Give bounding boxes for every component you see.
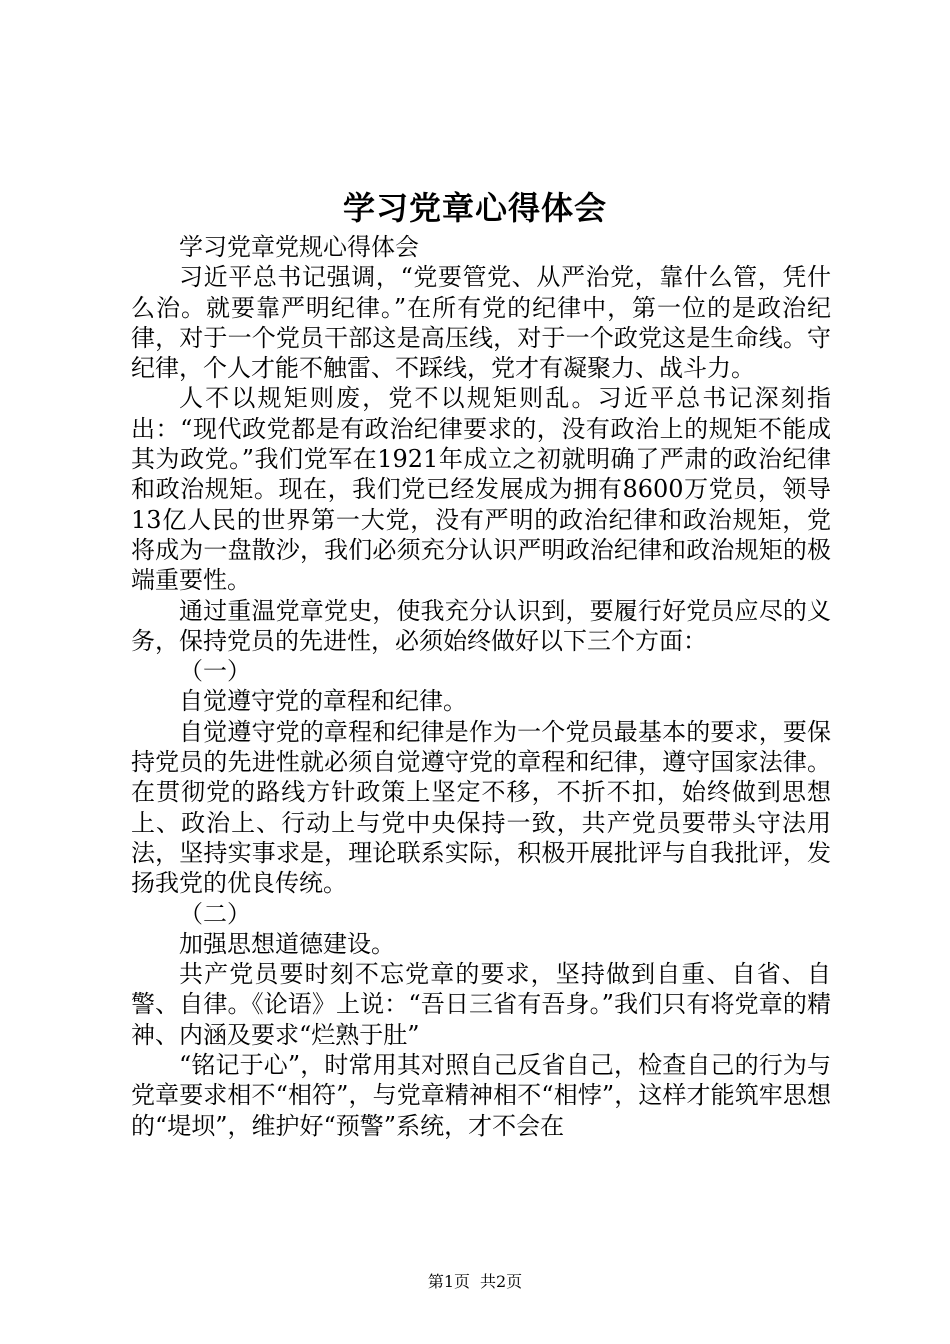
page-total: 共2页 [480,1272,523,1291]
paragraph: “铭记于心”，时常用其对照自己反省自己，检查自己的行为与党章要求相不“相符”，与党章精神相不“相悖”，这样才能筑牢思想的“堤坝”，维护好“预警”系统，才不会在 [131,1051,831,1140]
paragraph: 自觉遵守党的章程和纪律是作为一个党员最基本的要求，要保持党员的先进性就必须自觉遵守党的章程和纪律，遵守国家法律。在贯彻党的路线方针政策上坚定不移，不折不扣，始终做到思想上、政治上、行动上与党中央保持一致，共产党员要带头守法用法，坚持实事求是，理论联系实际，积极开展批评与自我批评，发扬我党的优良传统。 [131,717,831,898]
section-number: （一） [179,657,251,686]
page-number: 第1页 [427,1272,470,1291]
section-heading: 加强思想道德建设。 [179,929,395,958]
paragraph: 习近平总书记强调，“党要管党、从严治党，靠什么管，凭什么治。就要靠严明纪律。”在所有党的纪律中，第一位的是政治纪律，对于一个党员干部这是高压线，对于一个政党这是生命线。守纪律，个人才能不触雷、不踩线，党才有凝聚力、战斗力。 [131,263,831,383]
paragraph-subtitle: 学习党章党规心得体会 [179,233,419,261]
document-body [131,232,831,1141]
paragraph: 通过重温党章党史，使我充分认识到，要履行好党员应尽的义务，保持党员的先进性，必须始终做好以下三个方面： [131,596,831,655]
page-footer [0,1272,950,1292]
section-heading: 自觉遵守党的章程和纪律。 [179,687,467,716]
paragraph: 共产党员要时刻不忘党章的要求，坚持做到自重、自省、自警、自律。《论语》上说：“吾日三省有吾身。”我们只有将党章的精神、内涵及要求“烂熟于肚” [131,960,831,1049]
document-title: 学习党章心得体会 [342,189,607,227]
paragraph: 人不以规矩则废，党不以规矩则乱。习近平总书记深刻指出：“现代政党都是有政治纪律要求的，没有政治上的规矩不能成其为政党。”我们党军在1921年成立之初就明确了严肃的政治纪律和政治规矩。现在，我们党已经发展成为拥有8600万党员，领导13亿人民的世界第一大党，没有严明的政治纪律和政治规矩，党将成为一盘散沙，我们必须充分认识严明政治纪律和政治规矩的极端重要性。 [131,384,831,595]
section-number: （二） [179,899,251,928]
